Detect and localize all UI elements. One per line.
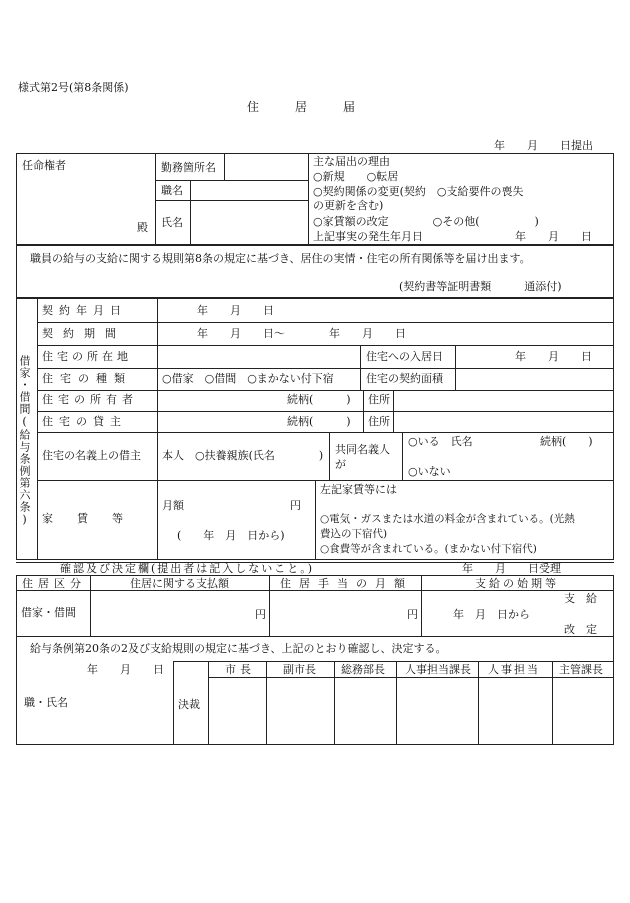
rent-from-date[interactable]: ( 年 月 日から)	[177, 529, 285, 542]
reason-option-contract-change[interactable]: ○契約関係の変更(契約 ○支給要件の喪失	[313, 185, 524, 198]
included-title: 左記家賃等には	[320, 483, 397, 496]
occurrence-label: 上記事実の発生年月日	[313, 230, 423, 243]
start-shikyu: 支 給	[564, 592, 597, 605]
col-start-header: 支給の始期等	[475, 577, 559, 590]
included-meals[interactable]: ○食費等が含まれている。(まかない付下宿代)	[320, 543, 537, 555]
co-owner-relation[interactable]: 続柄( )	[540, 435, 593, 448]
reason-option-new-move[interactable]: ○新規 ○転居	[313, 170, 399, 183]
confirm-box	[16, 575, 614, 745]
submission-date[interactable]: 年 月 日提出	[494, 139, 593, 152]
move-in-label: 住宅への入居日	[366, 350, 443, 363]
form-title: 住 居 届	[247, 100, 356, 114]
occurrence-date[interactable]: 年 月 日	[515, 230, 592, 243]
reason-title: 主な届出の理由	[313, 155, 390, 168]
lender-address-label: 住所	[368, 415, 390, 428]
declaration-text: 職員の給与の支給に関する規則第8条の規定に基づき、居住の実情・住宅の所有関係等を届け出ます。	[30, 252, 531, 265]
nominal-tenant-label: 住宅の名義上の借主	[42, 449, 141, 462]
co-owner-exists[interactable]: ○いる 氏名	[408, 435, 473, 448]
name-label: 氏名	[161, 216, 183, 229]
housing-type-label: 住宅の種類	[42, 372, 132, 385]
form-number: 様式第2号(第8条関係)	[18, 81, 129, 94]
monthly-yen[interactable]: 円	[290, 499, 301, 512]
monthly-label: 月額	[162, 499, 184, 512]
contract-period-value[interactable]: 年 月 日～ 年 月 日	[197, 327, 406, 340]
post-label: 職名	[161, 184, 183, 197]
appointer-label: 任命権者	[22, 159, 66, 172]
allowance-yen[interactable]: 円	[407, 608, 418, 621]
approver-vice-mayor: 副市長	[283, 663, 316, 676]
dono-label: 殿	[137, 221, 148, 234]
housing-type-options[interactable]: ○借家 ○借間 ○まかない付下宿	[162, 372, 334, 385]
co-owner-none[interactable]: ○いない	[408, 465, 451, 478]
contract-area-label: 住宅の契約面積	[366, 372, 443, 385]
rent-label: 家賃等	[42, 512, 147, 525]
owner-label: 住宅の所有者	[42, 393, 138, 406]
start-from-date[interactable]: 年 月 日から	[453, 608, 530, 621]
included-utilities-cont: 費込の下宿代)	[320, 528, 388, 540]
included-utilities[interactable]: ○電気・ガスまたは水道の料金が含まれている。(光熱	[320, 513, 575, 525]
reason-option-rent-revision[interactable]: ○家賃額の改定 ○その他( )	[313, 215, 539, 228]
rental-side-label: 借家・借間(給与条例第六条)	[18, 355, 31, 527]
confirm-title: 確認及び決定欄(提出者は記入しないこと。)	[60, 562, 315, 575]
approver-section-chief: 主管課長	[559, 663, 603, 676]
owner-address-label: 住所	[368, 393, 390, 406]
approver-hr-staff: 人事担当	[488, 663, 540, 676]
approver-hr-manager: 人事担当課長	[405, 663, 471, 676]
col-class-header: 住居区分	[22, 577, 86, 590]
payment-yen[interactable]: 円	[255, 608, 266, 621]
co-owner-label: 共同名義人が	[335, 443, 390, 471]
approval-label: 決裁	[178, 698, 200, 711]
reason-option-contract-renew: の更新を含む)	[313, 199, 384, 212]
approver-mayor: 市長	[225, 663, 255, 676]
lender-label: 住宅の貸主	[42, 415, 127, 428]
decision-date[interactable]: 年 月 日	[87, 663, 164, 676]
received-date[interactable]: 年 月 日受理	[462, 562, 561, 575]
decision-text: 給与条例第20条の2及び支給規則の規定に基づき、上記のとおり確認し、決定する。	[30, 642, 447, 655]
location-label: 住宅の所在地	[42, 350, 132, 363]
lender-relation[interactable]: 続柄( )	[287, 415, 351, 428]
attachment-note: (契約書等証明書類 通添付)	[399, 280, 562, 293]
contract-period-label: 契約期間	[42, 327, 126, 340]
post-name-label: 職・氏名	[24, 696, 68, 709]
owner-relation[interactable]: 続柄( )	[287, 393, 351, 406]
contract-date-value[interactable]: 年 月 日	[197, 304, 274, 317]
col-payment-header: 住居に関する支払額	[130, 577, 229, 590]
approver-general-affairs: 総務部長	[341, 663, 385, 676]
move-in-date[interactable]: 年 月 日	[515, 350, 592, 363]
col-allowance-header: 住居手当の月額	[280, 577, 413, 590]
row-class-value: 借家・借間	[21, 606, 76, 619]
office-label: 勤務箇所名	[161, 161, 216, 174]
start-kaitei: 改 定	[564, 623, 597, 636]
contract-date-label: 契約年月日	[42, 304, 127, 317]
nominal-tenant-value[interactable]: 本人 ○扶養親族(氏名 )	[162, 449, 324, 462]
